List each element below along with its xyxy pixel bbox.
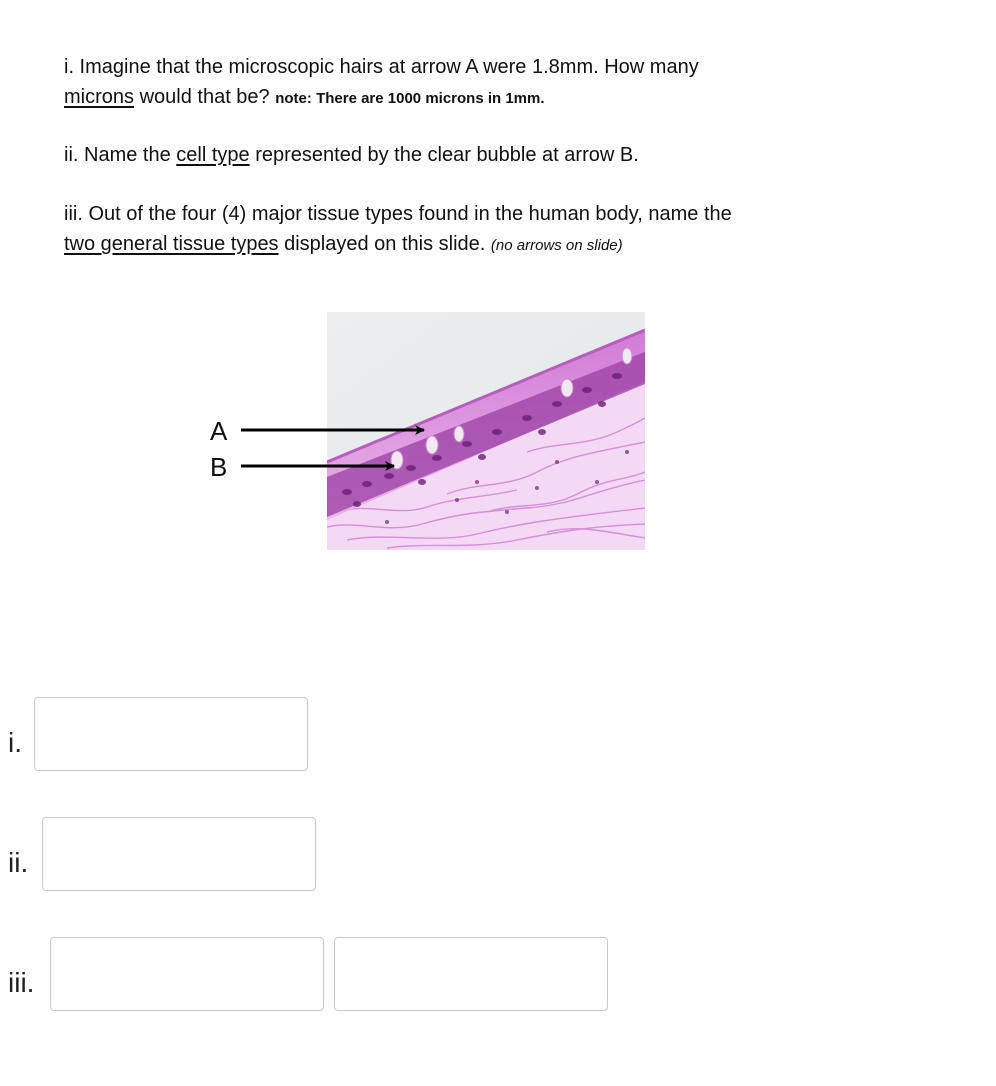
question-2-text-start: ii. Name the (64, 144, 177, 166)
question-3 (64, 199, 864, 261)
question-1-note-label: note: (275, 90, 312, 107)
answer-3-label: iii. (8, 967, 35, 998)
microscope-slide-image (327, 312, 645, 550)
answer-3b-input[interactable] (334, 937, 608, 1011)
question-3-note: (no arrows on slide) (490, 237, 623, 254)
goblet-cell-1 (391, 451, 403, 469)
answer-2-label: ii. (8, 847, 29, 878)
goblet-cell-4 (561, 379, 573, 397)
question-1-text-end: would that be? (134, 86, 276, 108)
question-2-underlined: cell type (176, 144, 250, 166)
question-1 (64, 52, 864, 114)
arrow-b-label: B (210, 452, 228, 482)
answer-1-label: i. (8, 727, 22, 758)
goblet-cell-5 (622, 348, 632, 364)
question-2 (64, 140, 864, 170)
question-3-underlined: two general tissue types (64, 233, 279, 255)
question-3-text-start: iii. Out of the four (4) major tissue types found in the human body, name the (64, 203, 732, 225)
question-3-text-end: displayed on this slide. (278, 233, 491, 255)
question-2-text-end: represented by the clear bubble at arrow B. (249, 144, 639, 166)
answer-2-input[interactable] (42, 817, 316, 891)
question-1-note-text: There are 1000 microns in 1mm. (311, 90, 545, 107)
question-1-underlined: microns (64, 86, 135, 108)
answer-3a-input[interactable] (50, 937, 324, 1011)
arrow-a-label: A (210, 416, 228, 446)
question-1-text-start: i. Imagine that the microscopic hairs at arrow A were 1.8mm. How many (64, 56, 699, 78)
goblet-cell-3 (454, 426, 464, 442)
answer-1-input[interactable] (34, 697, 308, 771)
goblet-cell-2 (426, 436, 438, 454)
